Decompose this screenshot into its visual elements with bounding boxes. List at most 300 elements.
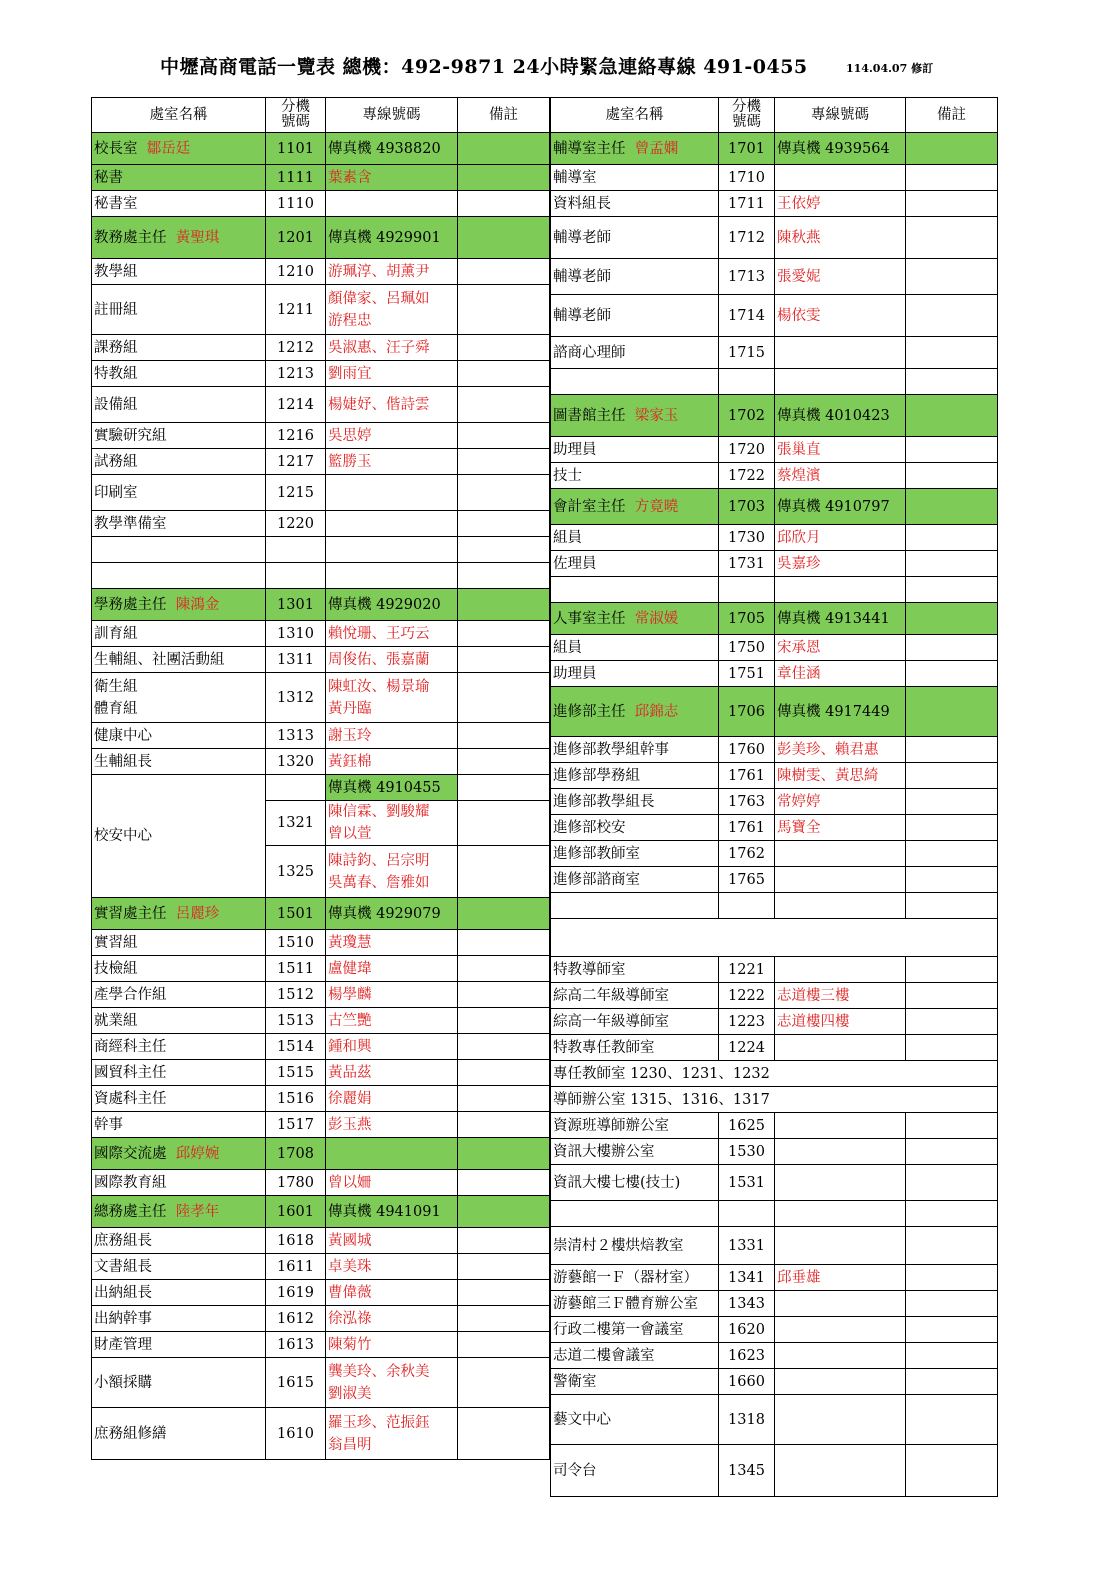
table-row — [551, 1009, 998, 1035]
line-cell — [775, 789, 906, 815]
note-cell — [906, 1201, 998, 1227]
note-cell — [458, 647, 550, 673]
extension-cell — [266, 361, 326, 387]
note-cell — [906, 577, 998, 603]
contact-names: 陳菊竹 — [328, 1336, 372, 1353]
room-extensions-cell — [551, 1087, 998, 1113]
line-cell — [326, 982, 458, 1008]
office-cell — [92, 475, 266, 511]
table-row — [551, 661, 998, 687]
office-name: 資訊大樓七樓(技士) — [553, 1174, 681, 1191]
fax-number: 傳真機 4941091 — [328, 1203, 441, 1220]
extension-number: 1201 — [277, 229, 314, 246]
note-cell — [906, 603, 998, 635]
extension-cell — [266, 1034, 326, 1060]
table-row — [92, 191, 550, 217]
line-cell — [326, 335, 458, 361]
extension-cell — [266, 191, 326, 217]
note-header: 備註 — [906, 98, 998, 133]
extension-number: 1780 — [277, 1174, 314, 1191]
director-name: 常淑媛 — [634, 610, 679, 627]
extension-number: 1623 — [728, 1347, 765, 1364]
contact-names: 吳嘉珍 — [777, 555, 821, 572]
table-row — [92, 956, 550, 982]
extension-cell — [719, 1445, 775, 1497]
office-name: 資訊大樓辦公室 — [553, 1143, 655, 1160]
line-cell — [326, 1196, 458, 1228]
extension-cell — [719, 1009, 775, 1035]
extension-cell — [266, 1060, 326, 1086]
office-cell — [551, 635, 719, 661]
table-row — [551, 1087, 998, 1113]
revision-date: 114.04.07 修訂 — [846, 62, 934, 75]
line-cell — [775, 489, 906, 525]
contact-names: 曹偉薇 — [328, 1284, 372, 1301]
office-name: 教學準備室 — [94, 515, 167, 532]
extension-number: 1510 — [277, 934, 314, 951]
extension-number: 1601 — [277, 1203, 314, 1220]
table-row — [92, 1280, 550, 1306]
line-cell — [775, 957, 906, 983]
line-cell — [326, 801, 458, 846]
line-cell — [775, 369, 906, 395]
contact-names: 吳淑惠、汪子舜 — [328, 339, 430, 356]
note-cell — [458, 1086, 550, 1112]
extension-cell — [719, 1035, 775, 1061]
table-row — [92, 1008, 550, 1034]
office-name: 志道二樓會議室 — [553, 1347, 655, 1364]
office-cell — [92, 1228, 266, 1254]
extension-cell — [719, 1343, 775, 1369]
office-name: 生輔組長 — [94, 753, 152, 770]
office-cell — [92, 1196, 266, 1228]
office-cell — [551, 1369, 719, 1395]
table-row — [551, 369, 998, 395]
contact-names: 陳信霖、劉駿耀 — [328, 804, 430, 820]
office-cell — [551, 603, 719, 635]
note-cell — [458, 749, 550, 775]
extension-number: 1761 — [728, 819, 765, 836]
contact-names: 籃勝玉 — [328, 453, 372, 470]
office-name: 進修部主任 — [553, 703, 626, 720]
line-cell — [775, 165, 906, 191]
note-cell — [458, 1034, 550, 1060]
office-name: 文書組長 — [94, 1258, 152, 1275]
note-header: 備註 — [458, 98, 550, 133]
table-row — [551, 893, 998, 919]
office-cell — [92, 563, 266, 589]
table-row — [551, 957, 998, 983]
extension-cell — [266, 133, 326, 165]
office-header: 處室名稱 — [92, 98, 266, 133]
fax-number: 傳真機 4938820 — [328, 140, 441, 157]
table-row — [551, 1165, 998, 1201]
line-cell — [326, 775, 458, 801]
office-cell — [551, 1395, 719, 1445]
line-cell — [326, 673, 458, 723]
office-cell — [92, 673, 266, 723]
line-cell — [775, 737, 906, 763]
line-cell — [775, 603, 906, 635]
office-name: 技檢組 — [94, 960, 138, 977]
office-name: 就業組 — [94, 1012, 138, 1029]
extension-number: 1708 — [277, 1145, 314, 1162]
office-cell — [551, 1009, 719, 1035]
extension-number: 1531 — [728, 1174, 765, 1191]
extension-number: 1110 — [277, 195, 314, 212]
extension-cell — [719, 1113, 775, 1139]
line-cell — [326, 1112, 458, 1138]
office-cell — [92, 191, 266, 217]
extension-cell — [266, 1332, 326, 1358]
office-name: 出納組長 — [94, 1284, 152, 1301]
note-cell — [458, 775, 550, 801]
line-cell — [775, 1009, 906, 1035]
contact-names-2: 劉淑美 — [328, 1385, 372, 1402]
office-name: 助理員 — [553, 665, 597, 682]
director-name: 梁家玉 — [634, 407, 679, 424]
extension-cell — [719, 437, 775, 463]
extension-cell — [266, 846, 326, 898]
office-cell — [92, 956, 266, 982]
contact-names: 王依婷 — [777, 195, 821, 212]
line-cell — [326, 361, 458, 387]
note-cell — [906, 983, 998, 1009]
office-name: 教學組 — [94, 263, 138, 280]
note-cell — [906, 737, 998, 763]
office-name: 綜高一年級導師室 — [553, 1013, 669, 1030]
office-name: 特教專任教師室 — [553, 1039, 655, 1056]
fax-number: 傳真機 4910455 — [328, 779, 441, 796]
office-cell — [92, 285, 266, 335]
extension-number: 1715 — [728, 344, 765, 361]
line-cell — [775, 763, 906, 789]
extension-number: 1701 — [728, 140, 765, 157]
extension-number: 1325 — [277, 863, 314, 880]
line-cell — [775, 1227, 906, 1265]
contact-names: 楊婕妤、偕詩雲 — [328, 396, 430, 413]
table-row — [92, 673, 550, 723]
contact-names: 彭玉燕 — [328, 1116, 372, 1133]
note-cell — [906, 525, 998, 551]
ext-header — [719, 98, 775, 133]
office-name: 小額採購 — [94, 1374, 152, 1391]
line-cell — [775, 983, 906, 1009]
contact-names: 黃瓊慧 — [328, 934, 372, 951]
director-name: 鄒岳廷 — [146, 140, 191, 157]
table-row — [551, 489, 998, 525]
table-row — [92, 1332, 550, 1358]
extension-number: 1762 — [728, 845, 765, 862]
note-cell — [458, 423, 550, 449]
table-row — [551, 165, 998, 191]
line-cell — [326, 898, 458, 930]
contact-names: 章佳涵 — [777, 665, 821, 682]
extension-cell — [266, 1280, 326, 1306]
note-cell — [458, 449, 550, 475]
extension-number: 1514 — [277, 1038, 314, 1055]
office-name: 崇清村２樓烘焙教室 — [553, 1237, 684, 1254]
extension-cell — [266, 775, 326, 801]
office-name: 警衛室 — [553, 1373, 597, 1390]
extension-cell — [719, 525, 775, 551]
table-row — [92, 537, 550, 563]
contact-names: 黃國城 — [328, 1232, 372, 1249]
table-row — [551, 295, 998, 337]
extension-number: 1222 — [728, 987, 765, 1004]
ext-header-line2: 號碼 — [281, 114, 310, 130]
office-name: 藝文中心 — [553, 1411, 611, 1428]
line-cell — [326, 1280, 458, 1306]
note-cell — [906, 217, 998, 259]
extension-number: 1223 — [728, 1013, 765, 1030]
extension-number: 1301 — [277, 596, 314, 613]
table-row — [551, 841, 998, 867]
extension-cell — [266, 423, 326, 449]
office-name: 設備組 — [94, 396, 138, 413]
note-cell — [906, 1369, 998, 1395]
office-cell — [551, 737, 719, 763]
contact-names: 黃品茲 — [328, 1064, 372, 1081]
line-cell — [775, 259, 906, 295]
director-name: 呂麗珍 — [175, 905, 220, 922]
office-cell — [551, 1139, 719, 1165]
office-cell — [551, 789, 719, 815]
office-cell — [551, 217, 719, 259]
note-cell — [458, 1138, 550, 1170]
extension-number: 1710 — [728, 169, 765, 186]
table-row — [551, 395, 998, 437]
note-cell — [458, 387, 550, 423]
office-cell — [551, 191, 719, 217]
office-cell — [551, 815, 719, 841]
office-name: 健康中心 — [94, 727, 152, 744]
extension-cell — [719, 463, 775, 489]
fax-number: 傳真機 4939564 — [777, 140, 890, 157]
office-name: 進修部學務組 — [553, 767, 640, 784]
extension-cell — [719, 1291, 775, 1317]
blank-merged-cell — [551, 919, 998, 957]
contact-names-2: 吳萬春、詹雅如 — [328, 874, 430, 891]
note-cell — [906, 369, 998, 395]
office-cell — [551, 551, 719, 577]
line-cell — [775, 337, 906, 369]
table-row — [92, 982, 550, 1008]
note-cell — [458, 563, 550, 589]
office-name: 校安中心 — [94, 828, 152, 844]
office-cell — [551, 395, 719, 437]
office-cell — [551, 463, 719, 489]
note-cell — [906, 815, 998, 841]
line-header: 專線號碼 — [326, 98, 458, 133]
extension-cell — [266, 589, 326, 621]
office-cell — [92, 1254, 266, 1280]
line-cell — [326, 1254, 458, 1280]
extension-cell — [266, 1112, 326, 1138]
contact-names: 卓美珠 — [328, 1258, 372, 1275]
table-row — [92, 1086, 550, 1112]
office-name: 教務處主任 — [94, 229, 167, 246]
note-cell — [458, 1280, 550, 1306]
note-cell — [458, 475, 550, 511]
safety-center-cell — [92, 775, 266, 898]
line-cell — [326, 511, 458, 537]
extension-number: 1217 — [277, 453, 314, 470]
director-name: 曾孟嫻 — [634, 140, 679, 157]
extension-number: 1321 — [277, 815, 314, 831]
line-cell — [775, 687, 906, 737]
contact-names: 邱欣月 — [777, 529, 821, 546]
table-row — [92, 1228, 550, 1254]
contact-names: 鍾和興 — [328, 1038, 372, 1055]
table-row — [551, 1227, 998, 1265]
extension-cell — [719, 295, 775, 337]
extension-number: 1312 — [277, 689, 314, 706]
contact-names: 志道樓四樓 — [777, 1013, 850, 1030]
contact-names: 周俊佑、張嘉蘭 — [328, 651, 430, 668]
contact-names-2: 曾以萱 — [328, 826, 372, 842]
director-name: 陳鴻金 — [175, 596, 220, 613]
note-cell — [906, 1009, 998, 1035]
contact-names: 馬寶全 — [777, 819, 821, 836]
table-row — [551, 737, 998, 763]
office-name: 實習處主任 — [94, 905, 167, 922]
line-cell — [326, 387, 458, 423]
line-cell — [775, 1317, 906, 1343]
office-name: 國際教育組 — [94, 1174, 167, 1191]
fax-number: 傳真機 4913441 — [777, 610, 890, 627]
office-name: 圖書館主任 — [553, 407, 626, 424]
extension-cell — [719, 395, 775, 437]
office-name: 庶務組修繕 — [94, 1425, 167, 1442]
office-cell — [551, 525, 719, 551]
table-row — [92, 589, 550, 621]
table-row — [551, 1445, 998, 1497]
extension-number: 1625 — [728, 1117, 765, 1134]
office-cell — [551, 841, 719, 867]
contact-names: 志道樓三樓 — [777, 987, 850, 1004]
line-cell — [326, 621, 458, 647]
extension-number: 1702 — [728, 407, 765, 424]
contact-names: 謝玉玲 — [328, 727, 372, 744]
extension-cell — [719, 841, 775, 867]
contact-names: 黃鈺棉 — [328, 753, 372, 770]
office-name: 秘書室 — [94, 195, 138, 212]
table-row — [551, 337, 998, 369]
table-row — [551, 867, 998, 893]
fax-number: 傳真機 4929901 — [328, 229, 441, 246]
note-cell — [458, 1060, 550, 1086]
table-row — [92, 217, 550, 259]
table-row — [92, 647, 550, 673]
line-cell — [326, 217, 458, 259]
extension-cell — [266, 449, 326, 475]
note-cell — [458, 1170, 550, 1196]
office-cell — [551, 337, 719, 369]
table-row — [551, 551, 998, 577]
office-name: 出納幹事 — [94, 1310, 152, 1327]
office-name: 庶務組長 — [94, 1232, 152, 1249]
contact-names: 劉雨宜 — [328, 365, 372, 382]
office-name: 實驗研究組 — [94, 427, 167, 444]
extension-number: 1224 — [728, 1039, 765, 1056]
table-row — [551, 919, 998, 957]
director-name: 方竟曉 — [634, 498, 679, 515]
extension-number: 1501 — [277, 905, 314, 922]
note-cell — [906, 1291, 998, 1317]
line-cell — [775, 1139, 906, 1165]
note-cell — [906, 957, 998, 983]
note-cell — [458, 589, 550, 621]
extension-number: 1216 — [277, 427, 314, 444]
office-cell — [92, 749, 266, 775]
table-row — [92, 723, 550, 749]
extension-cell — [266, 930, 326, 956]
extension-cell — [719, 577, 775, 603]
line-cell — [326, 1034, 458, 1060]
office-cell — [92, 511, 266, 537]
extension-number: 1705 — [728, 610, 765, 627]
line-cell — [326, 589, 458, 621]
extension-cell — [719, 551, 775, 577]
office-name: 輔導老師 — [553, 268, 611, 285]
right-header-row — [551, 98, 998, 133]
line-cell — [775, 395, 906, 437]
extension-cell — [719, 1201, 775, 1227]
office-cell — [92, 647, 266, 673]
extension-cell — [719, 217, 775, 259]
contact-names-2: 游程忠 — [328, 312, 372, 329]
line-cell — [775, 867, 906, 893]
line-cell — [326, 930, 458, 956]
office-name: 組員 — [553, 529, 582, 546]
table-row — [92, 475, 550, 511]
line-cell — [326, 1138, 458, 1170]
extension-cell — [266, 1358, 326, 1408]
extension-cell — [266, 511, 326, 537]
note-cell — [458, 930, 550, 956]
office-cell — [92, 1358, 266, 1408]
office-name: 人事室主任 — [553, 610, 626, 627]
extension-number: 1211 — [277, 301, 314, 318]
office-cell — [92, 537, 266, 563]
line-cell — [326, 1008, 458, 1034]
note-cell — [906, 763, 998, 789]
table-row — [551, 763, 998, 789]
table-row — [92, 1358, 550, 1408]
extension-number: 1221 — [728, 961, 765, 978]
office-cell — [92, 1306, 266, 1332]
office-cell — [92, 1112, 266, 1138]
note-cell — [458, 259, 550, 285]
line-cell — [326, 1228, 458, 1254]
note-cell — [906, 1165, 998, 1201]
office-cell — [92, 1086, 266, 1112]
note-cell — [906, 1227, 998, 1265]
note-cell — [906, 489, 998, 525]
office-name: 印刷室 — [94, 484, 138, 501]
office-name: 商經科主任 — [94, 1038, 167, 1055]
director-name: 邱婷婉 — [175, 1145, 220, 1162]
office-cell — [551, 437, 719, 463]
extension-number: 1213 — [277, 365, 314, 382]
line-cell — [775, 893, 906, 919]
table-row — [92, 1196, 550, 1228]
contact-names: 陳樹雯、黃思綺 — [777, 767, 879, 784]
office-cell — [92, 423, 266, 449]
table-row — [92, 511, 550, 537]
line-cell — [326, 1170, 458, 1196]
